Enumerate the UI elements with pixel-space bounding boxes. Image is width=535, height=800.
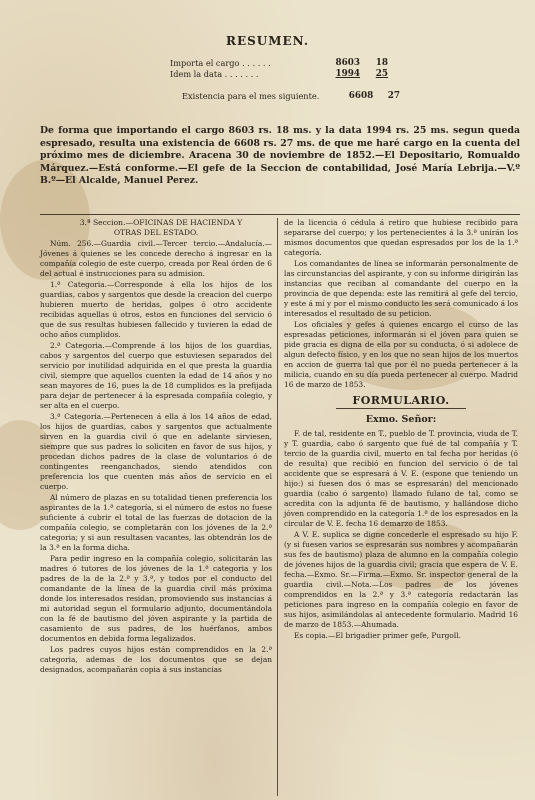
- resumen-row-maravedis: 27: [387, 91, 400, 101]
- resumen-row-reales: 6608: [348, 91, 374, 101]
- section-heading-line: OTRAS DEL ESTADO.: [113, 228, 199, 237]
- horizontal-rule: [40, 214, 520, 215]
- resumen-table: [170, 58, 400, 102]
- resumen-title: RESUMEN.: [225, 34, 310, 48]
- salutation-heading: Exmo. Señor:: [365, 414, 437, 425]
- paragraph: 3.ª Categoria.—Pertenecen á ella á los 14 años de edad, los hijos de guardias, cabos y sargentos que actualmente sirven en la guardia civil ó que en adelante sirviesen, siempre que sus padres lo soliciten en favor de sus hijos, y procedan dichos padres de la clase de voluntarios ó de contingentes reenganchados, siendo atendidos con preferencia los que cuenten más años de servicio en el cuerpo.: [40, 412, 272, 491]
- left-column: [40, 218, 272, 676]
- formulario-rule: [336, 408, 466, 409]
- resumen-row-label: Existencia para el mes siguiente.: [182, 91, 320, 101]
- right-column: [284, 218, 518, 642]
- resumen-row-label: Importa el cargo . . . . . .: [170, 58, 271, 68]
- paragraph: Al número de plazas en su totalidad tienen preferencia los aspirantes de la 1.ª categoría, si el número de estos no fuese suficiente á cubrir el total de las fuerzas de dotacion de la compañía colegio, se completarán con los jóvenes de la 2.ª categoria; y si aun resultasen vacantes, las obtendrán los de la 3.ª en la forma dicha.: [40, 493, 272, 552]
- paragraph: 2.ª Categoria.—Comprende á los hijos de los guardias, cabos y sargentos del cuerpo que estuviesen separados del servicio por inutilidad adquirida en el que presta la guardia civil, siempre que aquellos cuenten la edad de 14 años y no sean mayores de 16, pues la de 18 cumplidos es la prefijada para dejar de pertenecer á la espresada compañía colegio, y ser alta en el cuerpo.: [40, 341, 272, 410]
- paragraph: A V. E. suplica se digne concederle el espresado su hijo F. (y si fuesen varios se espresarán sus nombres y acompañarán sus fes de bautismo) plaza de alumno en la compañía colegio de jóvenes hijos de la guardia civil; gracia que espera de V. E. fecha.—Exmo. Sr.—Firma.—Exmo. Sr. inspector general de la guardia civil.—Nota.—Los padres de los jóvenes comprendidos en la 2.ª y 3.ª categoría redactarán las peticiones para ingreso en la compañía colegio en favor de sus hijos, asimilándolas al antecedente formulario. Madrid 16 de marzo de 1853.—Ahumada.: [284, 530, 518, 629]
- paragraph: 1.ª Categoria.—Corresponde á ella los hijos de los guardias, cabos y sargentos que desde la creacion del cuerpo hubieren muerto de heridas, golpes ó otro accidente recibidas aquellas ú otros, estos en funciones del servicio ó que de sus resultas hubiesen fallecido y tuvieren la edad de ocho años cumplidos.: [40, 280, 272, 339]
- paragraph: Los padres cuyos hijos están comprendidos en la 2.ª categoria, ademas de los documentos que se dejan designados, acompañarán copia á sus instancias: [40, 645, 272, 674]
- resumen-row-reales: 1994: [335, 69, 360, 79]
- paragraph: Núm. 256.—Guardia civil.—Tercer tercio.—Andalucía.—Jóvenes á quienes se les concede derecho á ingresar en la compañía colegio de este cuerpo, creada por Real órden de 6 del actual é instrucciones para su admision.: [40, 239, 272, 278]
- resumen-row-maravedis: 25: [375, 69, 388, 79]
- paragraph: Para pedir ingreso en la compañía colegio, solicitarán las madres ó tutores de los jóvenes de la 1.ª categoria y los padres de la de la 2.ª y 3.ª, y todos por el conducto del comandante de la línea de la guardia civil más próxima donde los interesados residan, promoviendo sus instancias á mi autoridad segun el formulario adjunto, documentándola con la fé de bautismo del jóven aspirante y la partida de casamiento de sus padres, de los huérfanos, ambos documentos en debida forma legalizados.: [40, 554, 272, 643]
- resumen-row-cargo: [170, 58, 400, 69]
- paragraph: Es copia.—El brigadier primer gefe, Purgoll.: [294, 631, 461, 640]
- paragraph: Los oficiales y gefes á quienes encargo el curso de las espresadas peticiones, informarán si el jóven para quien se pide gracia es digna de ella por su conducta, ó si adolece de algun defecto físico, y en los que no sean hijos de los muertos en accion de guerra tal que por él no pueda pertenecer á la milicia, cuando en su día pueda pertenecer al cuerpo. Madrid 16 de marzo de 1853.: [284, 320, 518, 389]
- summary-paragraph: De forma que importando el cargo 8603 rs. 18 ms. y la data 1994 rs. 25 ms. segun queda espresado, resulta una existencia de 6608 rs. 27 ms. de que me haré cargo en la cuenta del próximo mes de diciembre. Aracena 30 de noviembre de 1852.—El Depositario, Romualdo Márquez.—Está conforme.—El gefe de la Seccion de contabilidad, José María Lebrija.—V.º B.º—El Alcalde, Manuel Perez.: [40, 125, 520, 186]
- resumen-row-data: [170, 69, 400, 80]
- paragraph: de la licencia ó cédula á retiro que hubiese recibido para separarse del cuerpo; y los pertenecientes á la 3.ª unirán los mismos documentos que quedan espresados por los de la 1.ª categoría.: [284, 218, 518, 257]
- section-heading: [40, 218, 272, 238]
- column-divider: [277, 218, 278, 796]
- paragraph: Los comandantes de línea se informarán personalmente de las circunstancias del aspirante, y con su informe dirigirán las instancias que reciban al comandante del cuerpo en la provincia de que dependa: este las remitirá al gefe del tercio, y este á mí y por el mismo conducto les será comunicado á los interesados el resultado de su peticion.: [284, 259, 518, 318]
- paragraph: F. de tal, residente en T., pueblo de T. provincia, viuda de T. y T. guardia, cabo ó sargento que fué de tal compañía y T. tercio de la guardia civil, muerto en tal fecha por heridas (ó de resulta) que recibió en funcion del servicio ó de tal accidente que se espresará á V. E. (espone que teniendo un hijo:) si fuesen dos ó mas se espresarán) del mencionado guardia (cabo ó sargento) llamado fulano de tal, como se acredita con la adjunta fé de bautismo, y hallándose dicho jóven comprendido en la categoría 1.ª de los espresados en la circular de V. E. fecha 16 demarzo de 1853.: [284, 429, 518, 528]
- resumen-row-reales: 8603: [335, 58, 360, 68]
- resumen-row-label: Idem la data . . . . . . .: [170, 69, 259, 79]
- resumen-row-maravedis: 18: [375, 58, 388, 68]
- resumen-row-existencia: [170, 91, 400, 102]
- formulario-title: FORMULARIO.: [352, 394, 450, 407]
- section-heading-line: 3.ª Seccion.—OFICINAS DE HACIENDA Y: [79, 218, 243, 227]
